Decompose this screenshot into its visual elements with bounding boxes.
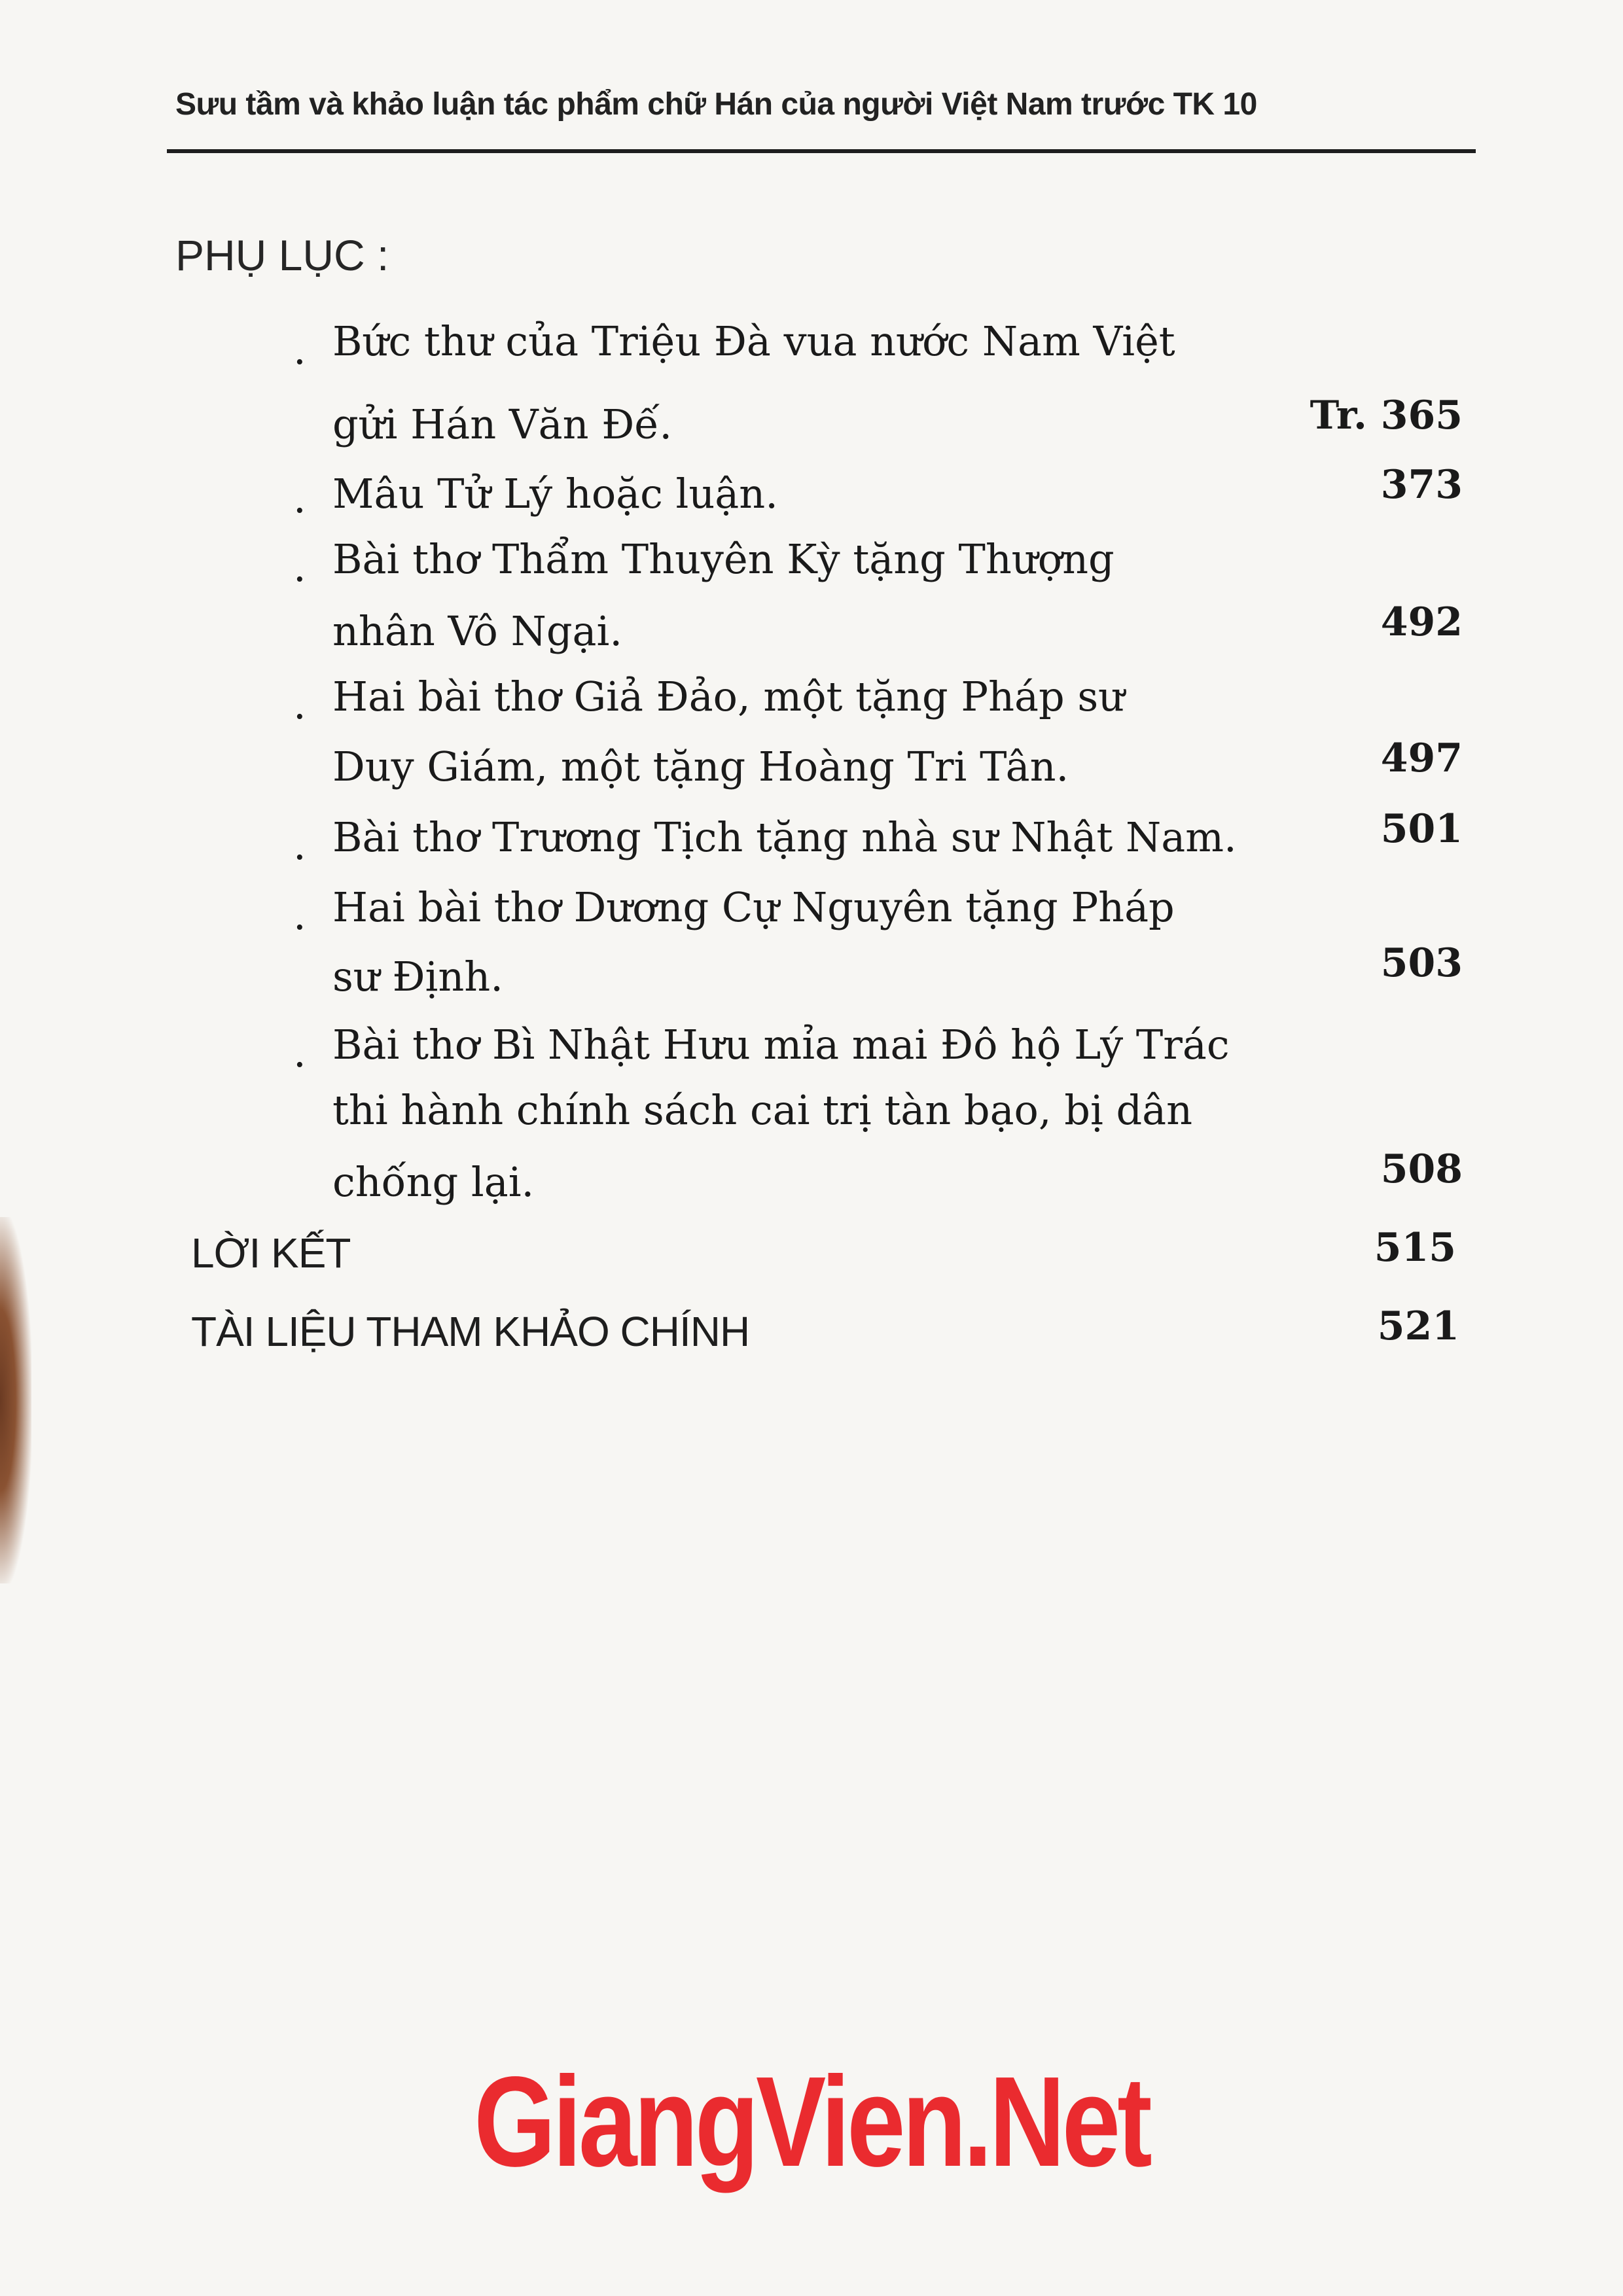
entry-bullet: . <box>293 543 306 591</box>
entry-bullet: . <box>293 474 306 522</box>
entry-text: Bức thư của Triệu Đà vua nước Nam Việt <box>332 317 1175 365</box>
closing-page: 515 <box>1374 1225 1456 1271</box>
page-edge-shadow <box>0 1217 31 1583</box>
references-label: TÀI LIỆU THAM KHẢO CHÍNH <box>191 1308 750 1355</box>
entry-bullet: . <box>293 326 306 374</box>
entry-page: 503 <box>1380 940 1463 986</box>
entry-bullet: . <box>293 680 306 728</box>
closing-label: LỜI KẾT <box>191 1229 351 1277</box>
entry-text: chống lại. <box>332 1158 535 1206</box>
entry-page: 497 <box>1380 735 1463 781</box>
entry-text: nhân Vô Ngại. <box>332 607 623 655</box>
entry-text: Bài thơ Trương Tịch tặng nhà sư Nhật Nam. <box>332 813 1237 861</box>
entry-page: 373 <box>1380 462 1463 508</box>
appendix-title: PHỤ LỤC : <box>175 231 389 279</box>
entry-page: 508 <box>1380 1146 1463 1192</box>
references-page: 521 <box>1377 1303 1459 1349</box>
entry-text: thi hành chính sách cai trị tàn bạo, bị dân <box>332 1086 1193 1134</box>
entry-bullet: . <box>293 821 306 869</box>
entry-bullet: . <box>293 891 306 939</box>
entry-text: Duy Giám, một tặng Hoàng Tri Tân. <box>332 743 1069 790</box>
entry-text: gửi Hán Văn Đế. <box>332 400 673 448</box>
entry-text: sư Định. <box>332 953 503 1000</box>
entry-text: Bài thơ Bì Nhật Hưu mỉa mai Đô hộ Lý Trác <box>332 1021 1230 1069</box>
entry-text: Bài thơ Thẩm Thuyên Kỳ tặng Thượng <box>332 535 1115 583</box>
running-header: Sưu tầm và khảo luận tác phẩm chữ Hán của người Việt Nam trước TK 10 <box>175 87 1257 122</box>
entry-page: 501 <box>1380 806 1463 852</box>
entry-page: 492 <box>1380 599 1463 645</box>
entry-text: Hai bài thơ Giả Đảo, một tặng Pháp sư <box>332 673 1125 720</box>
entry-text: Hai bài thơ Dương Cự Nguyên tặng Pháp <box>332 883 1175 931</box>
entry-page: Tr. 365 <box>1310 393 1463 438</box>
header-rule <box>167 149 1476 153</box>
entry-text: Mâu Tử Lý hoặc luận. <box>332 470 778 518</box>
entry-bullet: . <box>293 1029 306 1076</box>
watermark: GiangVien.Net <box>474 2050 1149 2193</box>
